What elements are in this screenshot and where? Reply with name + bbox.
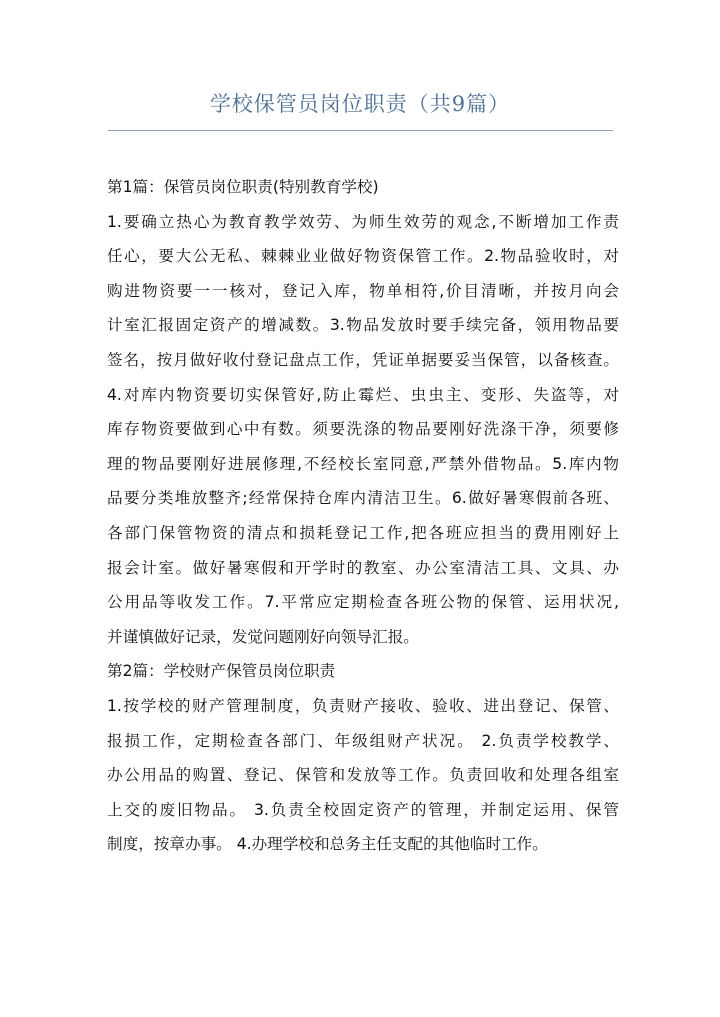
- document-body: [107, 170, 619, 862]
- body-line: 库存物资要做到心中有数。须要洗涤的物品要刚好洗涤干净，须要修: [107, 420, 619, 439]
- body-line: 任心，要大公无私、棘棘业业做好物资保管工作。2.物品验收时，对: [107, 247, 619, 266]
- body-line: 各部门保管物资的清点和损耗登记工作,把各班应担当的费用刚好上: [107, 523, 619, 542]
- body-line: 并谨慎做好记录，发觉问题刚好向领导汇报。: [107, 627, 419, 646]
- body-line: 品要分类堆放整齐;经常保持仓库内清洁卫生。6.做好暑寒假前各班、: [107, 489, 619, 508]
- body-line: 1.要确立热心为教育教学效劳、为师生效劳的观念,不断增加工作责: [107, 212, 619, 231]
- body-line: 计室汇报固定资产的增减数。3.物品发放时要手续完备，领用物品要: [107, 316, 619, 335]
- body-line: 签名，按月做好收付登记盘点工作，凭证单据要妥当保管，以备核查。: [107, 350, 619, 369]
- body-line: 1.按学校的财产管理制度，负责财产接收、验收、进出登记、保管、: [107, 696, 619, 715]
- body-line: 公用品等收发工作。7.平常应定期检查各班公物的保管、运用状况,: [107, 593, 619, 612]
- body-line: 报损工作，定期检查各部门、年级组财产状况。 2.负责学校教学、: [107, 731, 619, 750]
- document-title: 学校保管员岗位职责（共9篇）: [209, 92, 511, 116]
- body-line: 办公用品的购置、登记、保管和发放等工作。负责回收和处理各组室: [107, 766, 619, 785]
- body-line: 报会计室。做好暑寒假和开学时的教室、办公室清洁工具、文具、办: [107, 558, 619, 577]
- body-line: 制度，按章办事。 4.办理学校和总务主任支配的其他临时工作。: [107, 835, 548, 854]
- body-line: 购进物资要一一核对，登记入库，物单相符,价目清晰，并按月向会: [107, 281, 619, 300]
- body-line: 4.对库内物资要切实保管好,防止霉烂、虫虫主、变形、失盗等，对: [107, 385, 619, 404]
- heading-part-2: 第2篇：学校财产保管员岗位职责: [107, 662, 336, 681]
- heading-part-1: 第1篇：保管员岗位职责(特别教育学校): [107, 178, 379, 196]
- body-line: 理的物品要刚好进展修理,不经校长室同意,严禁外借物品。5.库内物: [107, 454, 619, 473]
- body-line: 上交的废旧物品。 3.负责全校固定资产的管理，并制定运用、保管: [107, 800, 619, 819]
- title-divider: [108, 130, 613, 131]
